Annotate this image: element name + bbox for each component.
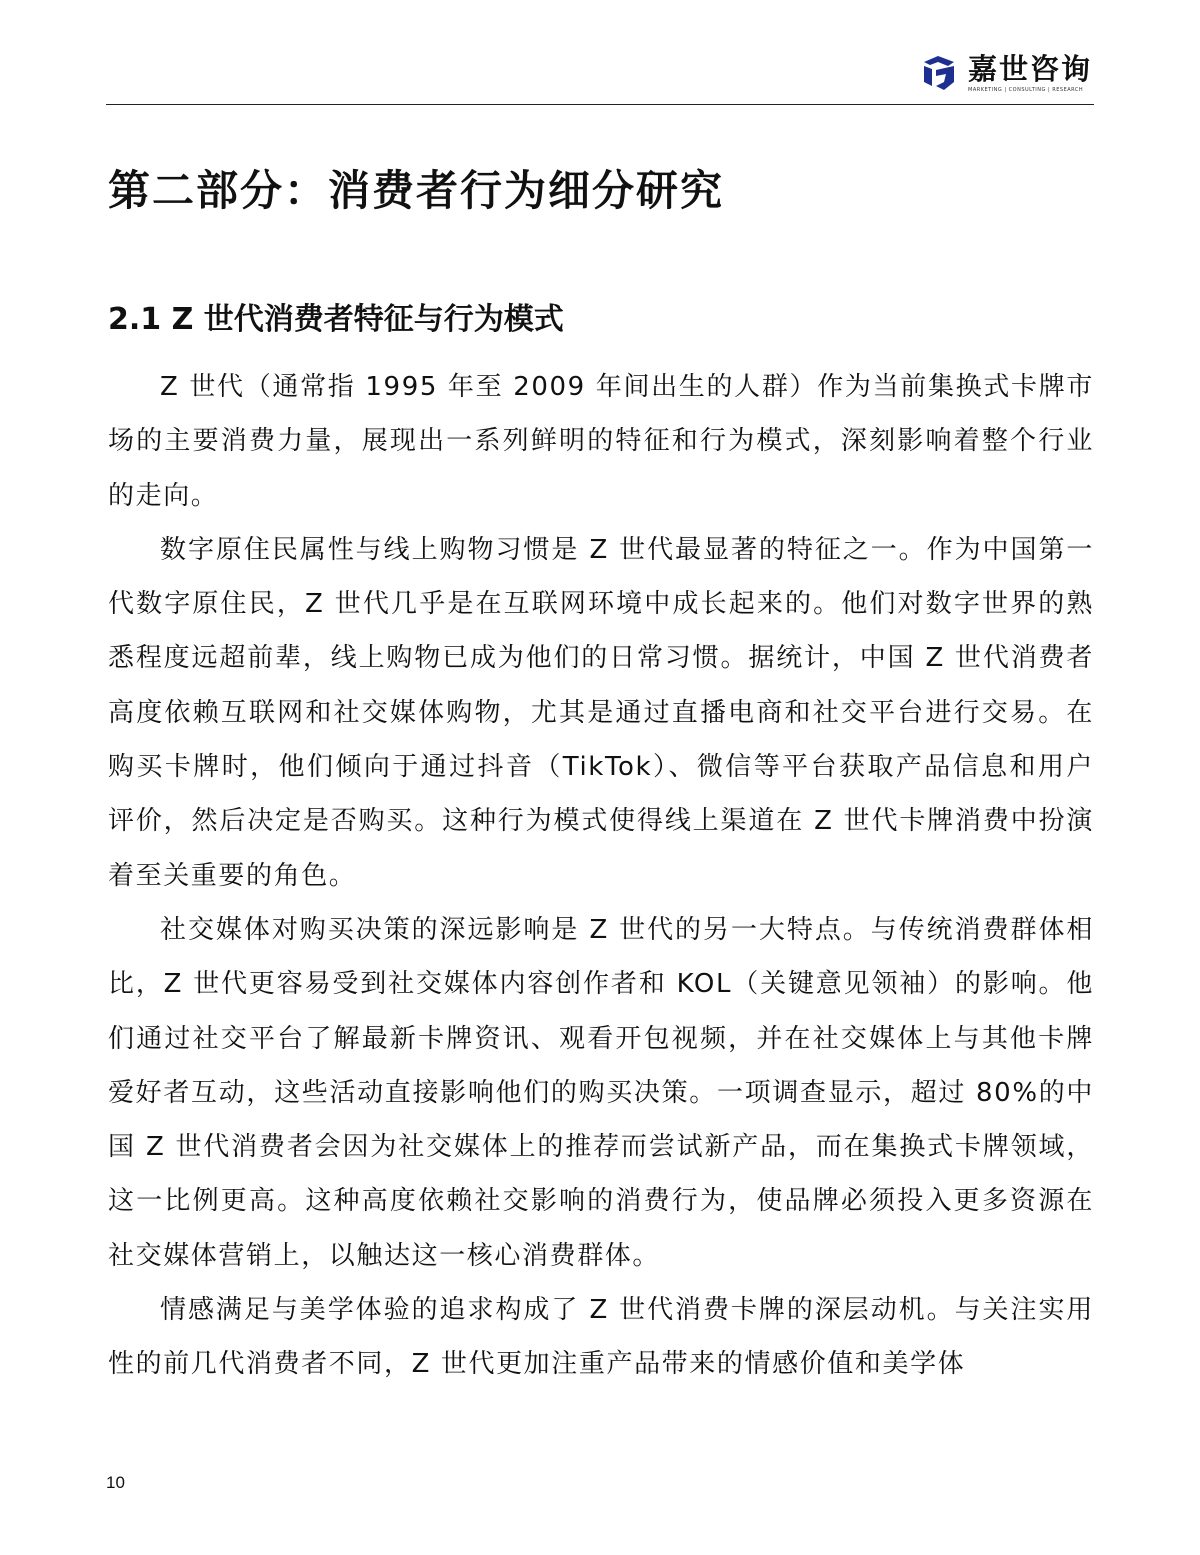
logo-tagline: MARKETING | CONSULTING | RESEARCH — [968, 87, 1084, 93]
company-logo — [918, 52, 1092, 94]
subsection-title: 2.1 Z 世代消费者特征与行为模式 — [108, 302, 564, 337]
logo-mark-icon — [918, 52, 960, 94]
header-divider — [106, 104, 1094, 105]
paragraph: Z 世代（通常指 1995 年至 2009 年间出生的人群）作为当前集换式卡牌市场的主要消费力量，展现出一系列鲜明的特征和行为模式，深刻影响着整个行业的走向。 — [108, 372, 1094, 511]
logo-name: 嘉世咨询 — [968, 52, 1093, 86]
section-title: 第二部分：消费者行为细分研究 — [108, 166, 725, 215]
paragraph: 情感满足与美学体验的追求构成了 Z 世代消费卡牌的深层动机。与关注实用性的前几代消费者不同，Z 世代更加注重产品带来的情感价值和美学体 — [108, 1295, 1094, 1380]
body-text — [108, 360, 1094, 1392]
page-number: 10 — [106, 1473, 125, 1492]
paragraph: 社交媒体对购买决策的深远影响是 Z 世代的另一大特点。与传统消费群体相比，Z 世代更容易受到社交媒体内容创作者和 KOL（关键意见领袖）的影响。他们通过社交平台了解最新卡牌资讯、观看开包视频，并在社交媒体上与其他卡牌爱好者互动，这些活动直接影响他们的购买决策。一项调查显示，超过 80%的中国 Z 世代消费者会因为社交媒体上的推荐而尝试新产品，而在集换式卡牌领域，这一比例更高。这种高度依赖社交影响的消费行为，使品牌必须投入更多资源在社交媒体营销上，以触达这一核心消费群体。 — [108, 914, 1094, 1271]
paragraph: 数字原住民属性与线上购物习惯是 Z 世代最显著的特征之一。作为中国第一代数字原住民，Z 世代几乎是在互联网环境中成长起来的。他们对数字世界的熟悉程度远超前辈，线上购物已成为他们的日常习惯。据统计，中国 Z 世代消费者高度依赖互联网和社交媒体购物，尤其是通过直播电商和社交平台进行交易。在购买卡牌时，他们倾向于通过抖音（TikTok）、微信等平台获取产品信息和用户评价，然后决定是否购买。这种行为模式使得线上渠道在 Z 世代卡牌消费中扮演着至关重要的角色。 — [108, 534, 1094, 891]
